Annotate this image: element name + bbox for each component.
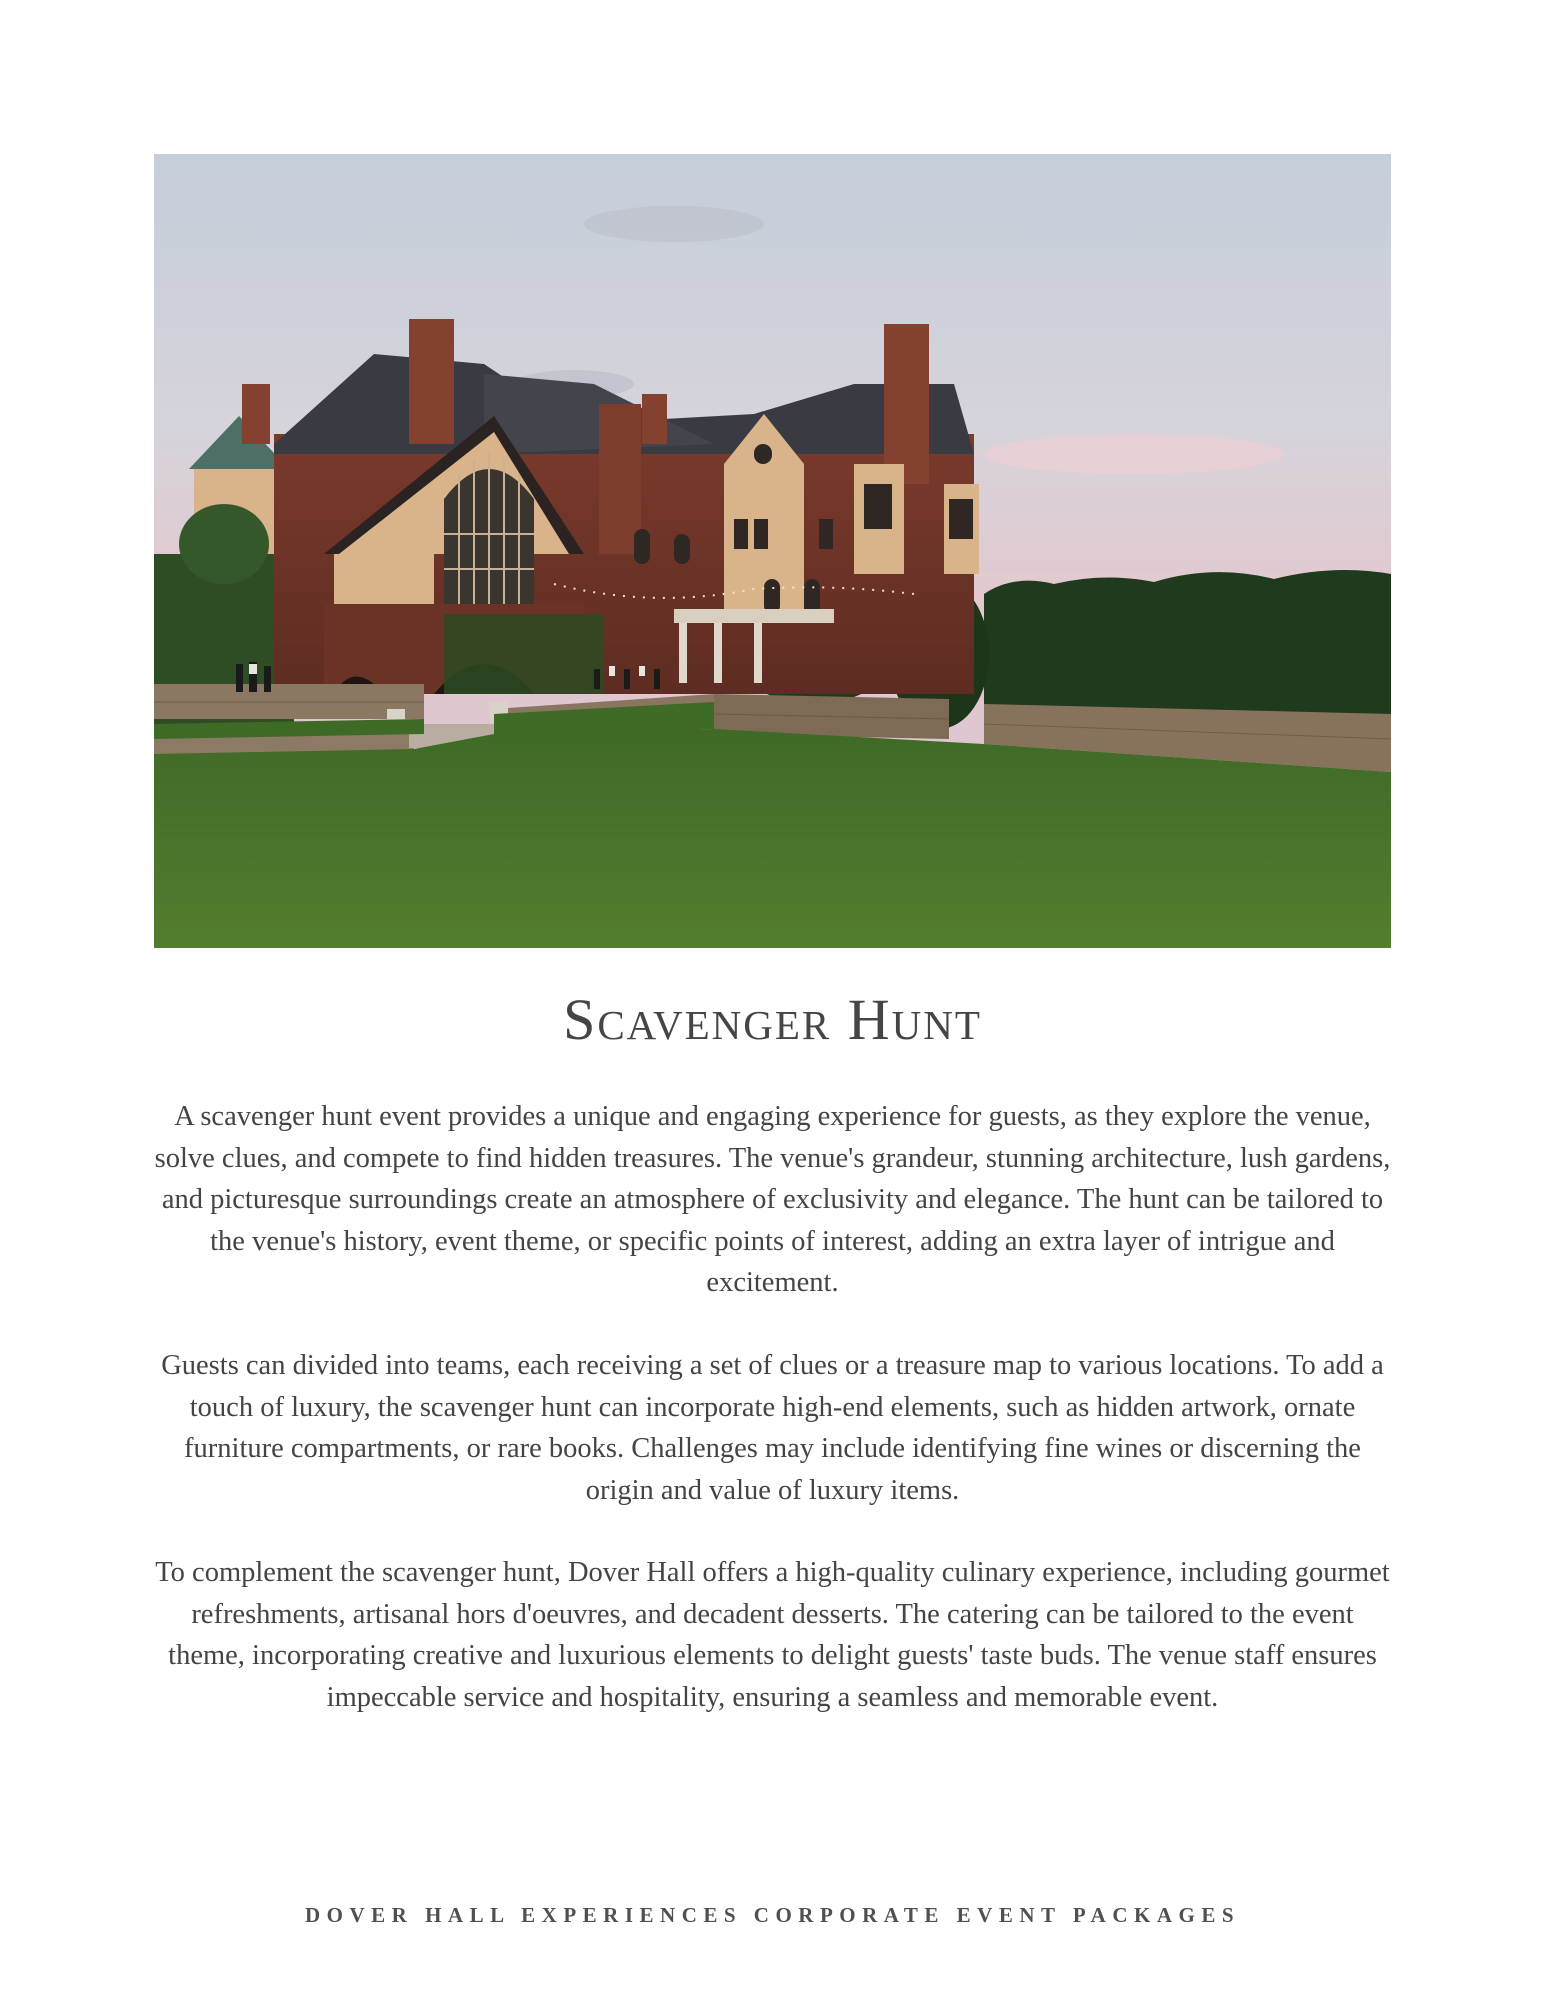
catering-paragraph: To complement the scavenger hunt, Dover Hall offers a high-quality culinary experience, including gourmet refreshments, artisanal hors d'oeuvres, and decadent desserts. The catering can be tailored to the event theme, incorporating creative and luxurious elements to delight guests' taste buds. The venue staff ensures impeccable service and hospitality, ensuring a seamless and memorable event. bbox=[155, 1557, 1390, 1713]
page-footer: DOVER HALL EXPERIENCES CORPORATE EVENT PACKAGES bbox=[304, 1903, 1241, 1927]
intro-paragraph: A scavenger hunt event provides a unique and engaging experience for guests, as they explore the venue, solve clues, and compete to find hidden treasures. The venue's grandeur, stunning architecture, lush gardens, and picturesque surroundings create an atmosphere of exclusivity and elegance. The hunt can be tailored to the venue's history, event theme, or specific points of interest, adding an extra layer of intrigue and excitement. bbox=[154, 1101, 1391, 1298]
teams-paragraph: Guests can divided into teams, each receiving a set of clues or a treasure map to various locations. To add a touch of luxury, the scavenger hunt can incorporate high-end elements, such as hidden artwork, ornate furniture compartments, or rare books. Challenges may include identifying fine wines or discerning the origin and value of luxury items. bbox=[161, 1350, 1384, 1506]
hero-photo-mansion bbox=[154, 154, 1391, 948]
page-title: Scavenger Hunt bbox=[563, 987, 982, 1052]
